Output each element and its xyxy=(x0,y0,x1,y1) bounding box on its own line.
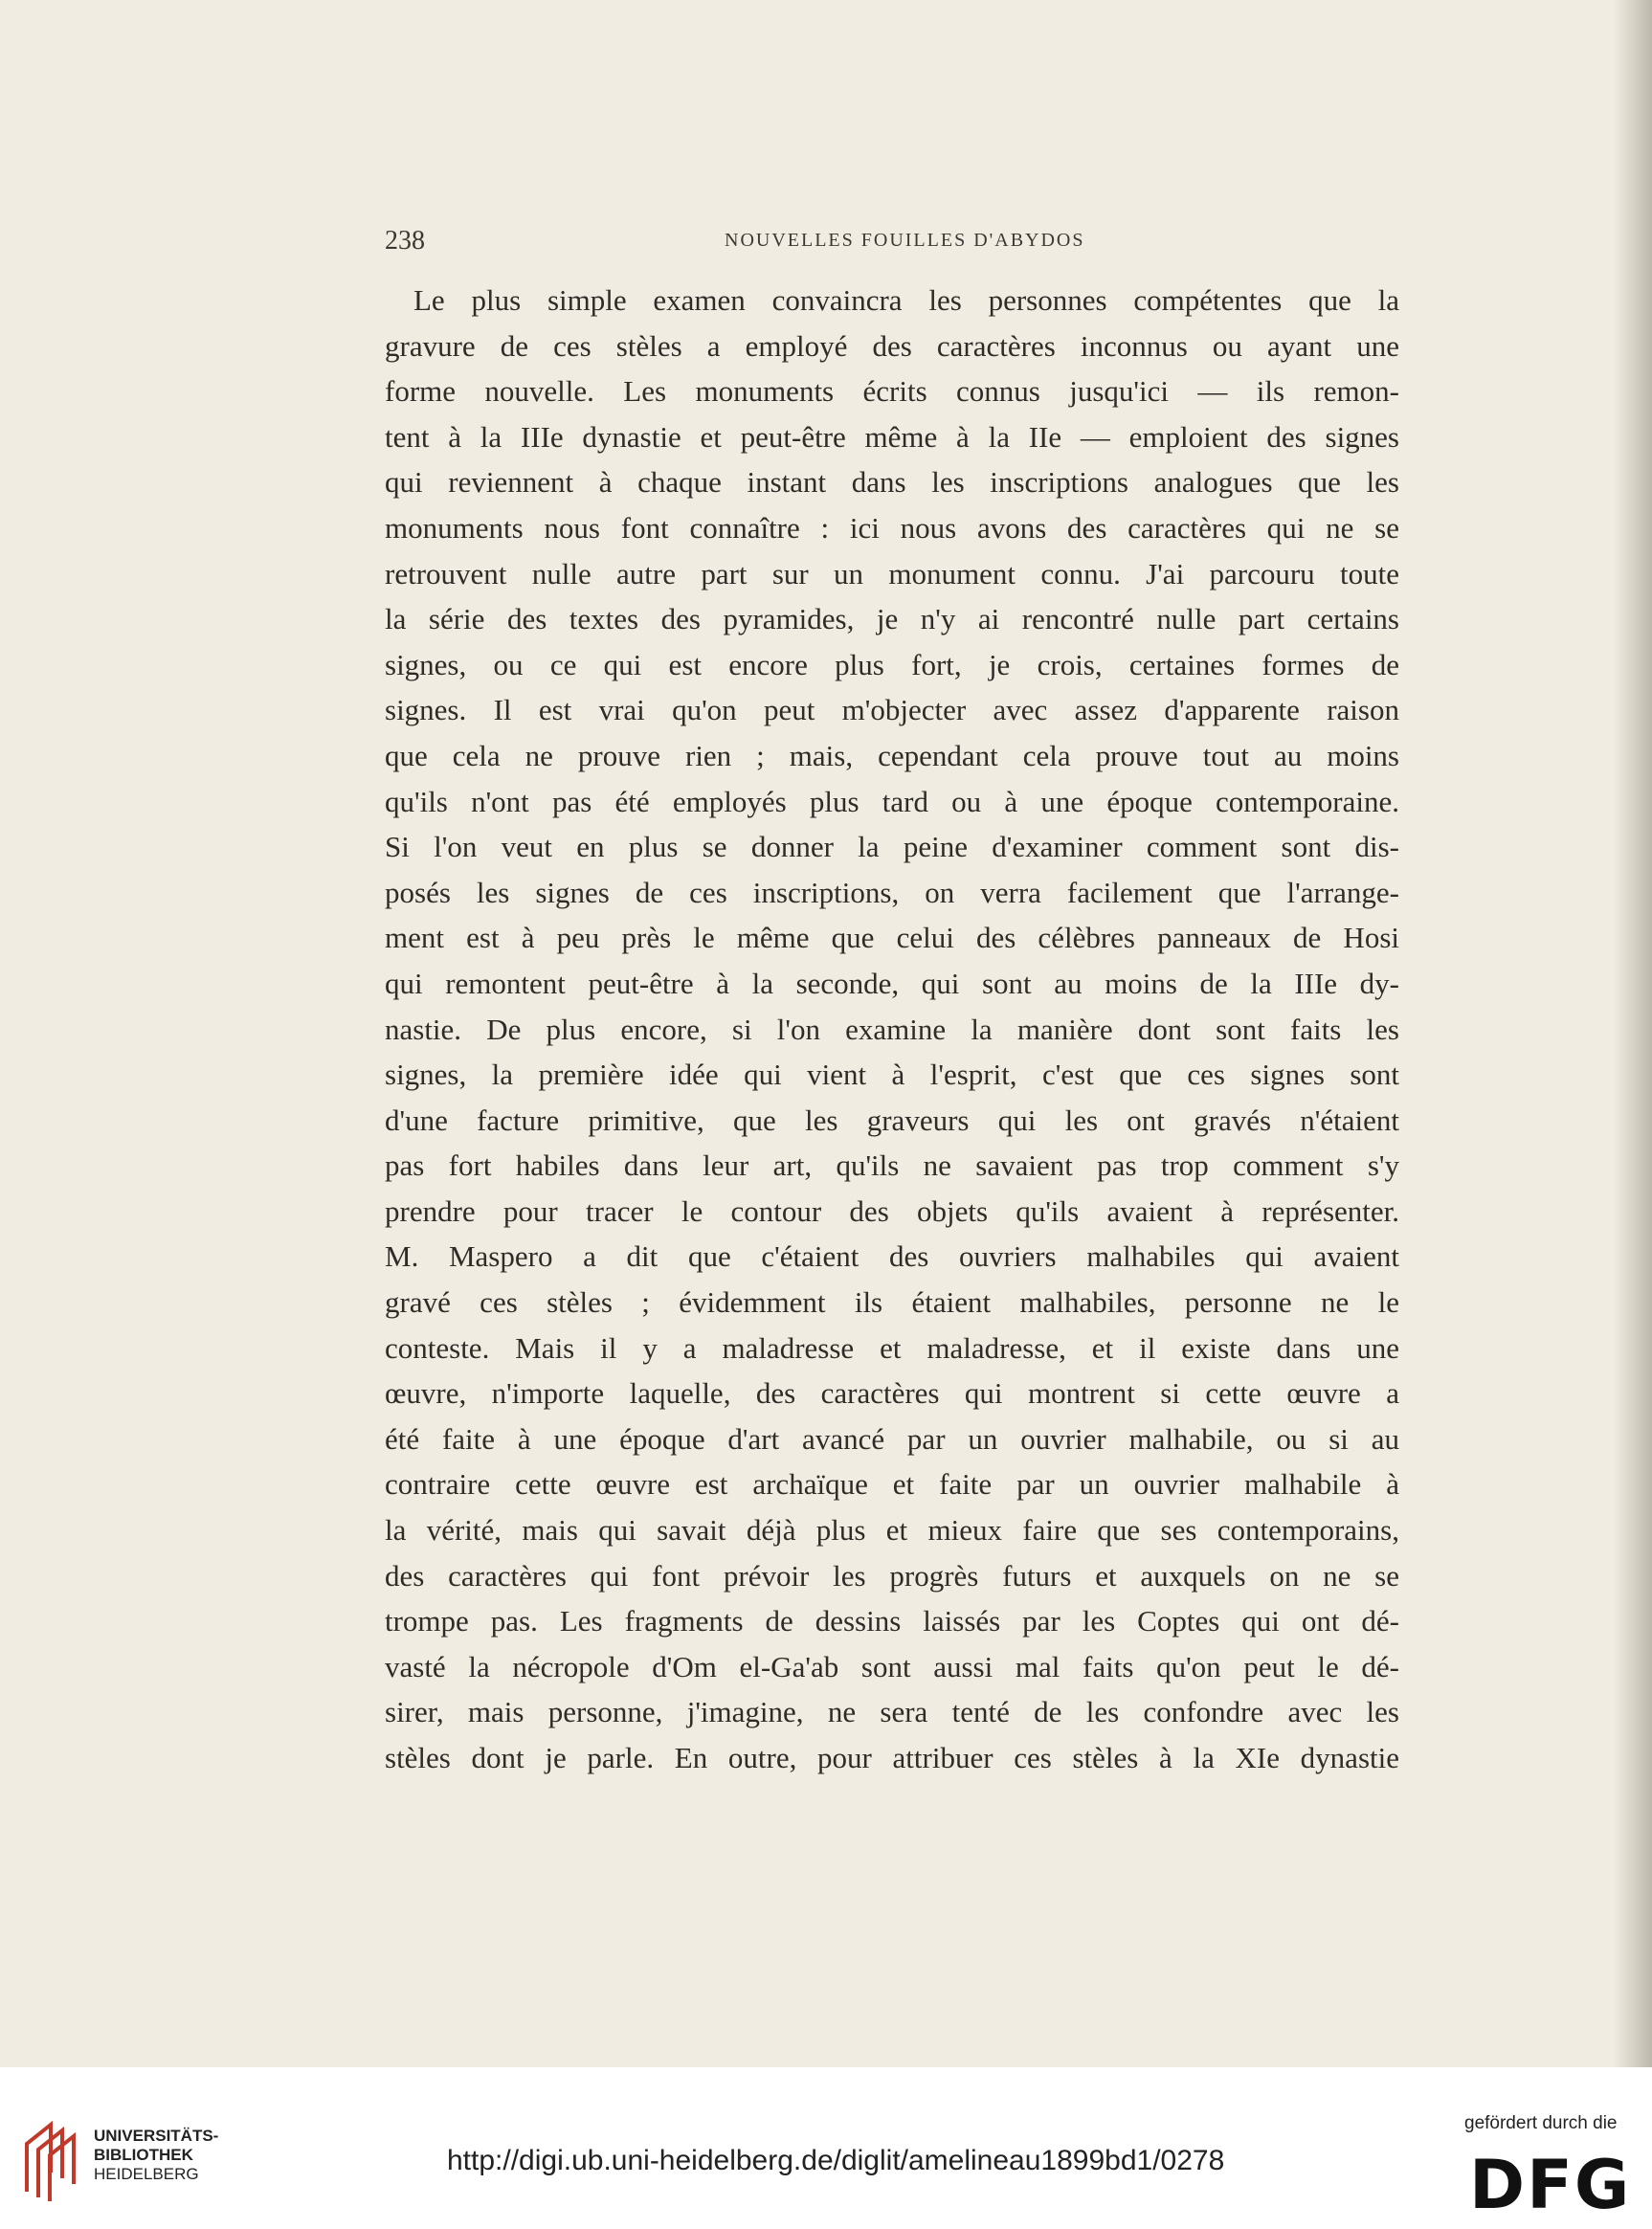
body-text xyxy=(385,278,1399,1781)
text-line: monuments nous font connaître : ici nous avons des caractères qui ne se xyxy=(385,510,1399,545)
library-name-line: HEIDELBERG xyxy=(94,2165,199,2183)
text-line: trompe pas. Les fragments de dessins laissés par les Coptes qui ont dé- xyxy=(385,1604,1399,1638)
text-line: été faite à une époque d'art avancé par un ouvrier malhabile, ou si au xyxy=(385,1421,1399,1456)
text-line: qu'ils n'ont pas été employés plus tard ou à une époque contemporaine. xyxy=(385,784,1399,818)
text-line: ment est à peu près le même que celui des célèbres panneaux de Hosi xyxy=(385,921,1399,955)
text-line: contraire cette œuvre est archaïque et faite par un ouvrier malhabile à xyxy=(385,1467,1399,1502)
text-line: vasté la nécropole d'Om el-Ga'ab sont aussi mal faits qu'on peut le dé- xyxy=(385,1649,1399,1683)
university-library-logo-icon xyxy=(17,2115,84,2201)
text-line: forme nouvelle. Les monuments écrits connus jusqu'ici — ils remon- xyxy=(385,374,1399,409)
text-line: la vérité, mais qui savait déjà plus et mieux faire que ses contemporains, xyxy=(385,1513,1399,1548)
text-line: sirer, mais personne, j'imagine, ne sera tenté de les confondre avec les xyxy=(385,1695,1399,1729)
text-line: Le plus simple examen convaincra les personnes compétentes que la xyxy=(413,283,1399,317)
library-name-line: UNIVERSITÄTS- xyxy=(94,2127,219,2145)
text-line: gravure de ces stèles a employé des caractères inconnus ou ayant une xyxy=(385,328,1399,363)
funding-caption: gefördert durch die xyxy=(1464,2113,1618,2133)
text-line: la série des textes des pyramides, je n'y ai rencontré nulle part certains xyxy=(385,602,1399,636)
page-number: 238 xyxy=(385,226,425,256)
text-line: posés les signes de ces inscriptions, on verra facilement que l'arrange- xyxy=(385,875,1399,909)
text-line: conteste. Mais il y a maladresse et maladresse, et il existe dans une xyxy=(385,1330,1399,1365)
text-line: stèles dont je parle. En outre, pour attribuer ces stèles à la XIe dynastie xyxy=(385,1741,1399,1774)
text-line: que cela ne prouve rien ; mais, cependant cela prouve tout au moins xyxy=(385,738,1399,772)
library-name-line: BIBLIOTHEK xyxy=(94,2146,193,2164)
page-edge-shadow xyxy=(1614,0,1652,2067)
text-line: prendre pour tracer le contour des objets qu'ils avaient à représenter. xyxy=(385,1193,1399,1228)
dfg-logo: DFG xyxy=(1469,2146,1632,2224)
running-header xyxy=(385,226,1399,260)
running-title: NOUVELLES FOUILLES D'ABYDOS xyxy=(725,230,1085,251)
text-line: retrouvent nulle autre part sur un monument connu. J'ai parcouru toute xyxy=(385,556,1399,591)
text-line: qui reviennent à chaque instant dans les inscriptions analogues que les xyxy=(385,465,1399,500)
text-line: M. Maspero a dit que c'étaient des ouvriers malhabiles qui avaient xyxy=(385,1239,1399,1274)
text-line: qui remontent peut-être à la seconde, qui sont au moins de la IIIe dy- xyxy=(385,966,1399,1000)
text-line: d'une facture primitive, que les graveurs qui les ont gravés n'étaient xyxy=(385,1103,1399,1137)
text-line: signes. Il est vrai qu'on peut m'objecter avec assez d'apparente raison xyxy=(385,693,1399,727)
text-line: signes, la première idée qui vient à l'esprit, c'est que ces signes sont xyxy=(385,1058,1399,1092)
text-line: tent à la IIIe dynastie et peut-être même à la IIe — emploient des signes xyxy=(385,419,1399,454)
text-line: gravé ces stèles ; évidemment ils étaient malhabiles, personne ne le xyxy=(385,1285,1399,1320)
text-line: œuvre, n'importe laquelle, des caractères qui montrent si cette œuvre a xyxy=(385,1376,1399,1411)
text-line: nastie. De plus encore, si l'on examine la manière dont sont faits les xyxy=(385,1012,1399,1046)
text-line: pas fort habiles dans leur art, qu'ils ne savaient pas trop comment s'y xyxy=(385,1148,1399,1183)
library-name xyxy=(94,2127,218,2184)
source-url-link[interactable]: http://digi.ub.uni-heidelberg.de/diglit/amelineau1899bd1/0278 xyxy=(447,2145,1225,2176)
text-line: signes, ou ce qui est encore plus fort, je crois, certaines formes de xyxy=(385,647,1399,681)
text-line: des caractères qui font prévoir les progrès futurs et auxquels on ne se xyxy=(385,1558,1399,1593)
text-line: Si l'on veut en plus se donner la peine d'examiner comment sont dis- xyxy=(385,830,1399,864)
